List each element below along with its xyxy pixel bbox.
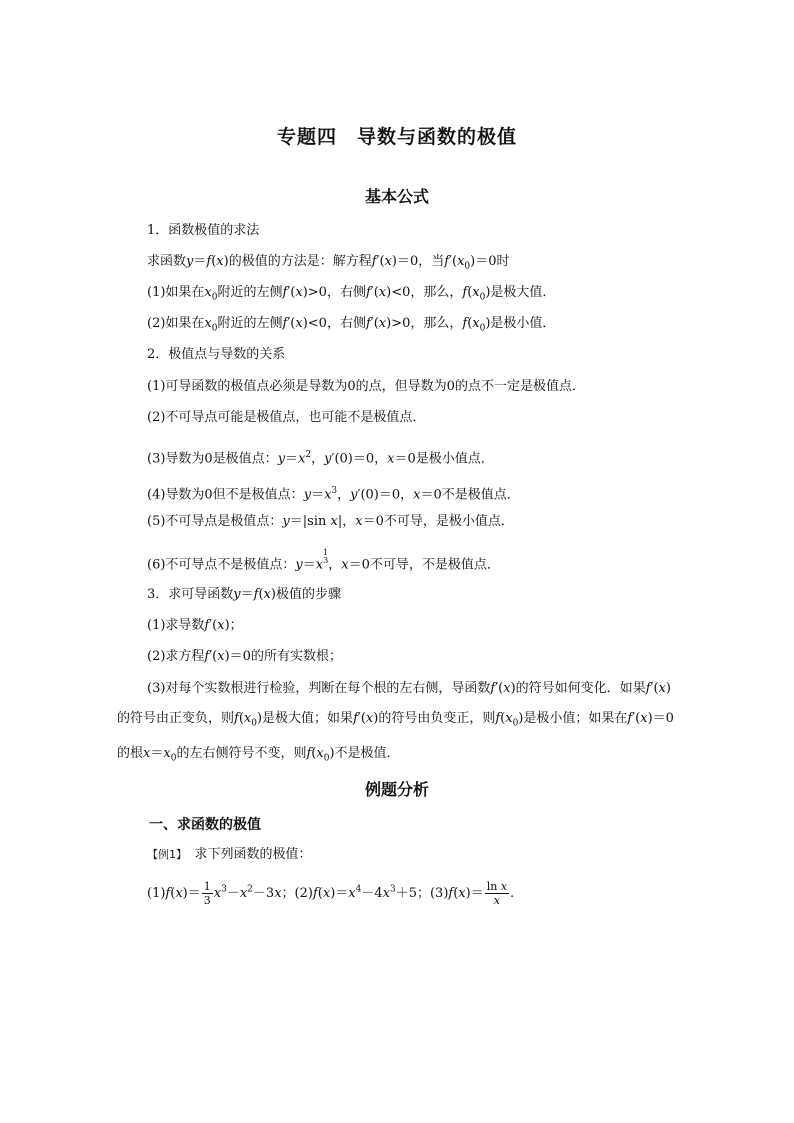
heading-extremum-method: 1．函数极值的求法 bbox=[147, 223, 260, 238]
relation-1: (1)可导函数的极值点必须是导数为0的点，但导数为0的点不一定是极值点． bbox=[147, 379, 585, 394]
rule-local-max: (1)如果在$x_0$附近的左侧f′(x)>0，右侧f′(x)<0，那么，$f(x_0)$是极大值． bbox=[147, 285, 556, 303]
example-1-prompt bbox=[147, 846, 312, 864]
example-text: 求下列函数的极值： bbox=[194, 847, 312, 862]
relation-2: (2)不可导点可能是极值点，也可能不是极值点． bbox=[147, 410, 426, 425]
subheading-find-extrema: 一、求函数的极值 bbox=[149, 817, 261, 833]
heading-steps: 3．求可导函数y＝f(x)极值的步骤 bbox=[147, 587, 341, 602]
section-heading-formulas: 基本公式 bbox=[364, 187, 429, 206]
section-heading-examples: 例题分析 bbox=[364, 780, 429, 799]
heading-extremum-derivative-relation: 2．极值点与导数的关系 bbox=[147, 347, 286, 362]
example-1-functions: (1)f(x)＝ $\frac{1}{3}$ $x^3-x^2-3x$；$(2)f(x)=x^4-4x^3+5$；(3)f(x)＝ $\frac{\text{ln x}}{x}$ . bbox=[147, 880, 515, 907]
rule-local-min: (2)如果在$x_0$附近的左侧f′(x)<0，右侧f′(x)>0，那么，$f(x_0)$是极小值． bbox=[147, 316, 556, 334]
page-title: 专题四 导数与函数的极值 bbox=[276, 126, 517, 148]
relation-5: (5)不可导点是极值点：y＝|sin x|，x＝0不可导，是极小值点． bbox=[147, 514, 514, 529]
relation-4: (4)导数为0但不是极值点：$y=x^3$，y′(0)＝0，x＝0不是极值点． bbox=[147, 486, 520, 503]
relation-3: (3)导数为0是极值点：$y=x^2$，y′(0)＝0，x＝0是极小值点． bbox=[147, 450, 494, 467]
step-1: (1)求导数f′(x)； bbox=[147, 618, 243, 633]
example-label: 【例1】 bbox=[147, 848, 182, 861]
relation-6: (6)不可导点不是极值点：y＝x 1 3 ，x＝0不可导，不是极值点． bbox=[147, 548, 500, 573]
step-3: (3)对每个实数根进行检验，判断在每个根的左右侧，导函数f′(x)的符号如何变化．如果f′(x)的符号由正变负，则$f(x_0)$是极大值；如果f′(x)的符号由负变正，则$f(x_0)$是极小值；如果在f′(x)＝0的根$x=x_0$的左右侧符号不变，则$f(x_0)$不是极值． bbox=[117, 681, 674, 764]
step-2: (2)求方程f′(x)＝0的所有实数根； bbox=[147, 649, 342, 664]
method-text: 求函数y＝f(x)的极值的方法是：解方程f′(x)＝0，当$f'(x_0)=0$时 bbox=[147, 254, 510, 272]
